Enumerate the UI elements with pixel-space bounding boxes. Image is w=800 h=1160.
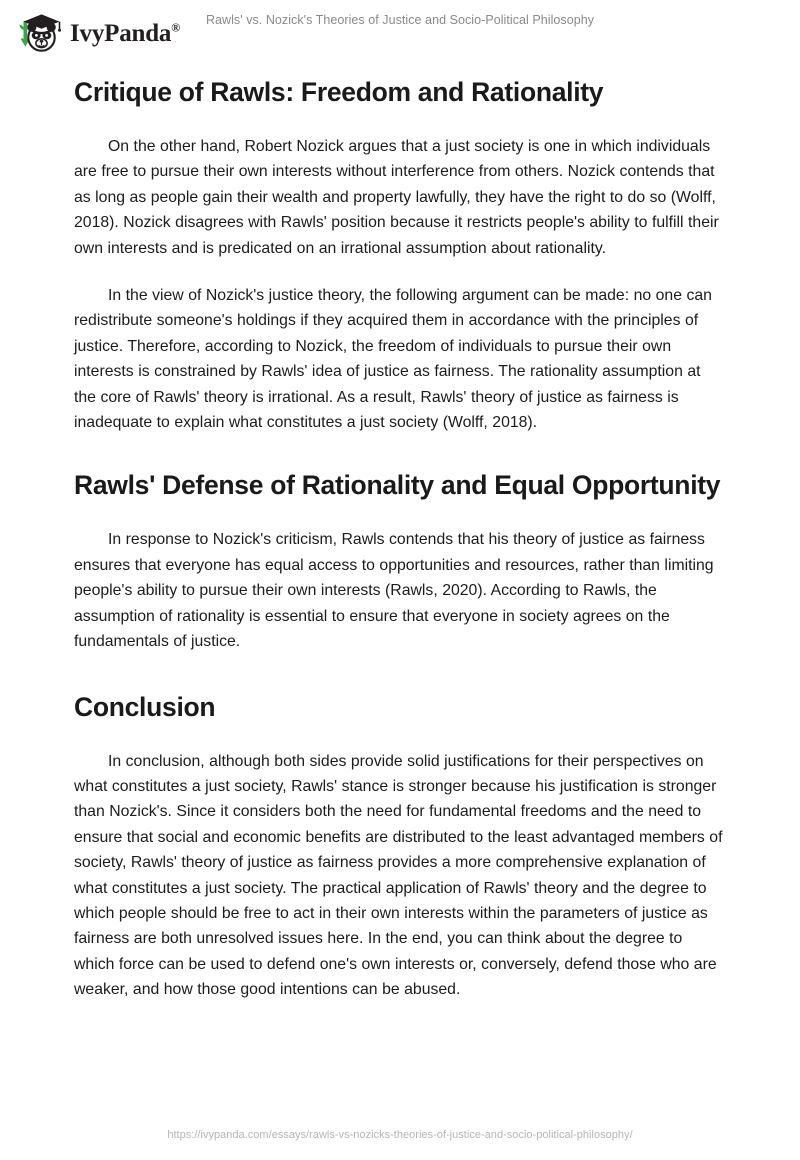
section-heading-conclusion: Conclusion (74, 691, 216, 722)
paragraph: On the other hand, Robert Nozick argues that a just society is one in which individuals are free to pursue their own interests without interference from others. Nozick contends that as long as people gain their wealth and property lawfully, they have the right to do so (Wolff, 2018). Nozick disagrees with Rawls' position because it restricts people's ability to fulfill their own interests and is predicated on an irrational assumption about rationality. (74, 138, 719, 257)
paragraph: In the view of Nozick's justice theory, the following argument can be made: no one can redistribute someone's holdings if they acquired them in accordance with the principles of justice. Therefore, according to Nozick, the freedom of individuals to pursue their own interests is constrained by Rawls' idea of justice as fairness. The rationality assumption at the core of Rawls' theory is irrational. As a result, Rawls' theory of justice as fairness is inadequate to explain what constitutes a just society (Wolff, 2018). (74, 287, 712, 432)
paragraph: In response to Nozick's criticism, Rawls contends that his theory of justice as fairness ensures that everyone has equal access to opportunities and resources, rather than limiting people's ability to pursue their own interests (Rawls, 2020). According to Rawls, the assumption of rationality is essential to ensure that everyone in society agrees on the fundamentals of justice. (74, 531, 714, 651)
paragraph: In conclusion, although both sides provide solid justifications for their perspectives on what constitutes a just society, Rawls' stance is stronger because his justification is stronger than Nozick's. Since it considers both the need for fundamental freedoms and the need to ensure that social and economic benefits are distributed to the least advantaged members of society, Rawls' theory of justice as fairness provides a more comprehensive explanation of what constitutes a just society. The practical application of Rawls' theory and the degree to which people should be free to act in their own interests within the parameters of justice as fairness are both unresolved issues here. In the end, you can think about the degree to which force can be used to defend one's own interests or, conversely, defend those who are weaker, and how those good intentions can be abused. (74, 752, 723, 999)
page-header (0, 0, 800, 60)
registered-mark: ® (171, 20, 180, 35)
source-url-link[interactable]: https://ivypanda.com/essays/rawls-vs-nozicks-theories-of-justice-and-socio-political-philosophy/ (167, 1129, 633, 1141)
section-heading-defense: Rawls' Defense of Rationality and Equal Opportunity (74, 470, 721, 501)
document-content (74, 72, 726, 1003)
section-heading-critique: Critique of Rawls: Freedom and Rationality (74, 77, 604, 107)
brand-name-text: IvyPanda (70, 19, 172, 47)
page-title: Rawls' vs. Nozick's Theories of Justice and Socio-Political Philosophy (205, 13, 595, 27)
page-footer (0, 1125, 800, 1143)
